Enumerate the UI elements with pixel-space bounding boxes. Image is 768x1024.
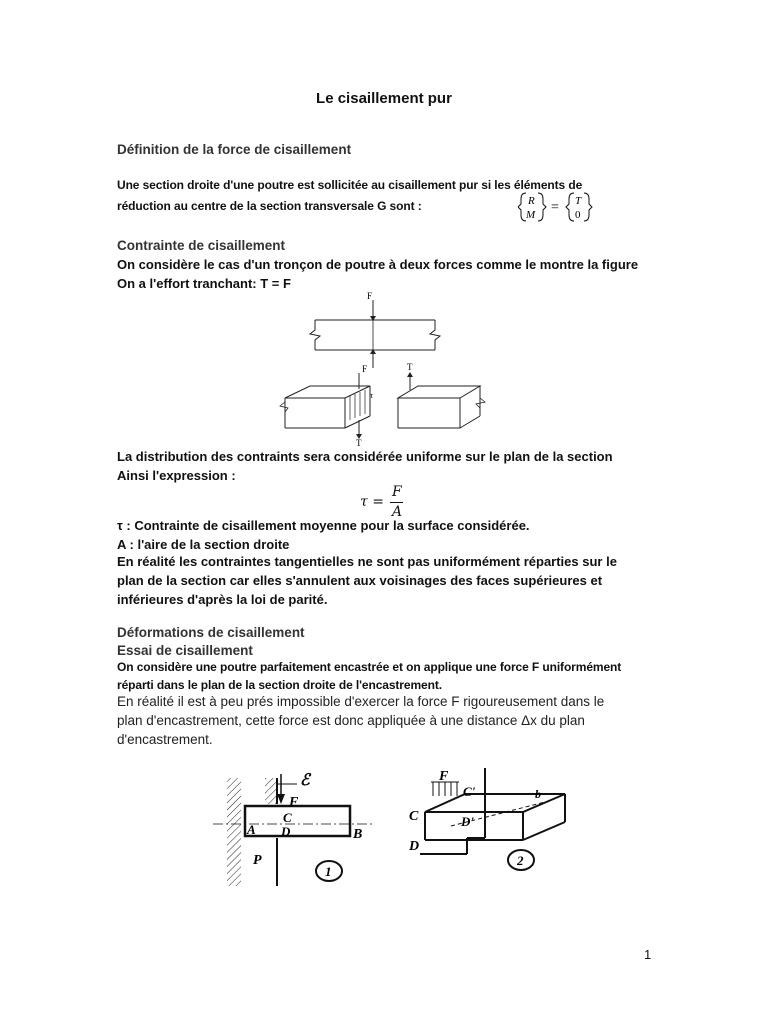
torsor-equation [518, 191, 598, 223]
epsilon-label: ℰ [300, 772, 310, 789]
b-small-label: b [535, 787, 541, 801]
essai-reality-line-2: plan d'encastrement, cette force est donc appliquée à une distance Δx du plan [117, 713, 585, 728]
f-label-fig1: F [289, 795, 299, 810]
torsor-zero: 0 [575, 209, 581, 221]
torsor-m: M [526, 209, 536, 221]
c-prime-label: C' [463, 784, 476, 799]
essai-reality-line-1: En réalité il est à peu prés impossible d'exercer la force F rigoureusement dans le [117, 694, 605, 709]
figure-2-number: 2 [517, 853, 524, 868]
force-t-bottom-label: T [356, 438, 362, 448]
formula-numerator: F [392, 484, 402, 500]
a-label: A [247, 822, 256, 837]
d-label-fig2: D [409, 839, 420, 854]
force-f-top-label: F [367, 291, 373, 301]
beam-shear-figure [270, 290, 500, 450]
f-label-fig2: F [439, 769, 449, 784]
reality-line-2: plan de la section car elles s'annulent aux voisinages des faces supérieures et [117, 573, 603, 588]
distribution-line-1: La distribution des contraints sera considérée uniforme sur le plan de la section [117, 449, 613, 464]
section-heading-deformations: Déformations de cisaillement [117, 625, 305, 640]
c-label-fig2: C [409, 809, 419, 824]
distribution-line-2: Ainsi l'expression : [117, 468, 236, 483]
area-definition: A : l'aire de la section droite [117, 537, 290, 552]
definition-line-2: réduction au centre de la section transversale G sont : [117, 199, 422, 213]
section-subheading-essai: Essai de cisaillement [117, 643, 253, 658]
torsor-equals: = [551, 200, 559, 215]
p-label: P [253, 853, 262, 868]
definition-line-1: Une section droite d'une poutre est sollicitée au cisaillement pur si les éléments de [117, 178, 583, 192]
page-number: 1 [644, 947, 652, 962]
essai-reality-line-3: d'encastrement. [117, 732, 213, 747]
shear-test-figures [205, 768, 575, 890]
formula-denominator: A [392, 504, 403, 520]
d-prime-label: D' [461, 814, 474, 829]
section-heading-definition: Définition de la force de cisaillement [117, 142, 352, 157]
page-title: Le cisaillement pur [316, 90, 452, 107]
formula-lhs: τ = [360, 494, 384, 510]
section-heading-contrainte: Contrainte de cisaillement [117, 238, 286, 253]
force-f-bottom-label: F [362, 364, 368, 374]
reality-line-3: inférieures d'après la loi de parité. [117, 592, 328, 607]
reality-line-1: En réalité les contraintes tangentielles ne sont pas uniformément réparties sur le [117, 554, 617, 569]
essai-line-1: On considère une poutre parfaitement encastrée et on applique une force F uniformément [117, 660, 622, 674]
c-label-fig1: C [283, 810, 292, 825]
torsor-r: R [528, 195, 535, 207]
tau-definition: τ : Contrainte de cisaillement moyenne pour la surface considérée. [117, 518, 530, 533]
torsor-t: T [575, 195, 582, 207]
d-label-fig1: D [281, 824, 291, 839]
b-label: B [353, 827, 363, 842]
tau-label: τ [370, 391, 374, 400]
contrainte-line-1: On considère le cas d'un tronçon de poutre à deux forces comme le montre la figure [117, 257, 639, 272]
contrainte-line-2: On a l'effort tranchant: T = F [117, 276, 291, 291]
essai-line-2: réparti dans le plan de la section droite de l'encastrement. [117, 678, 442, 692]
force-t-top-label: T [407, 362, 413, 372]
figure-1-number: 1 [325, 864, 332, 879]
